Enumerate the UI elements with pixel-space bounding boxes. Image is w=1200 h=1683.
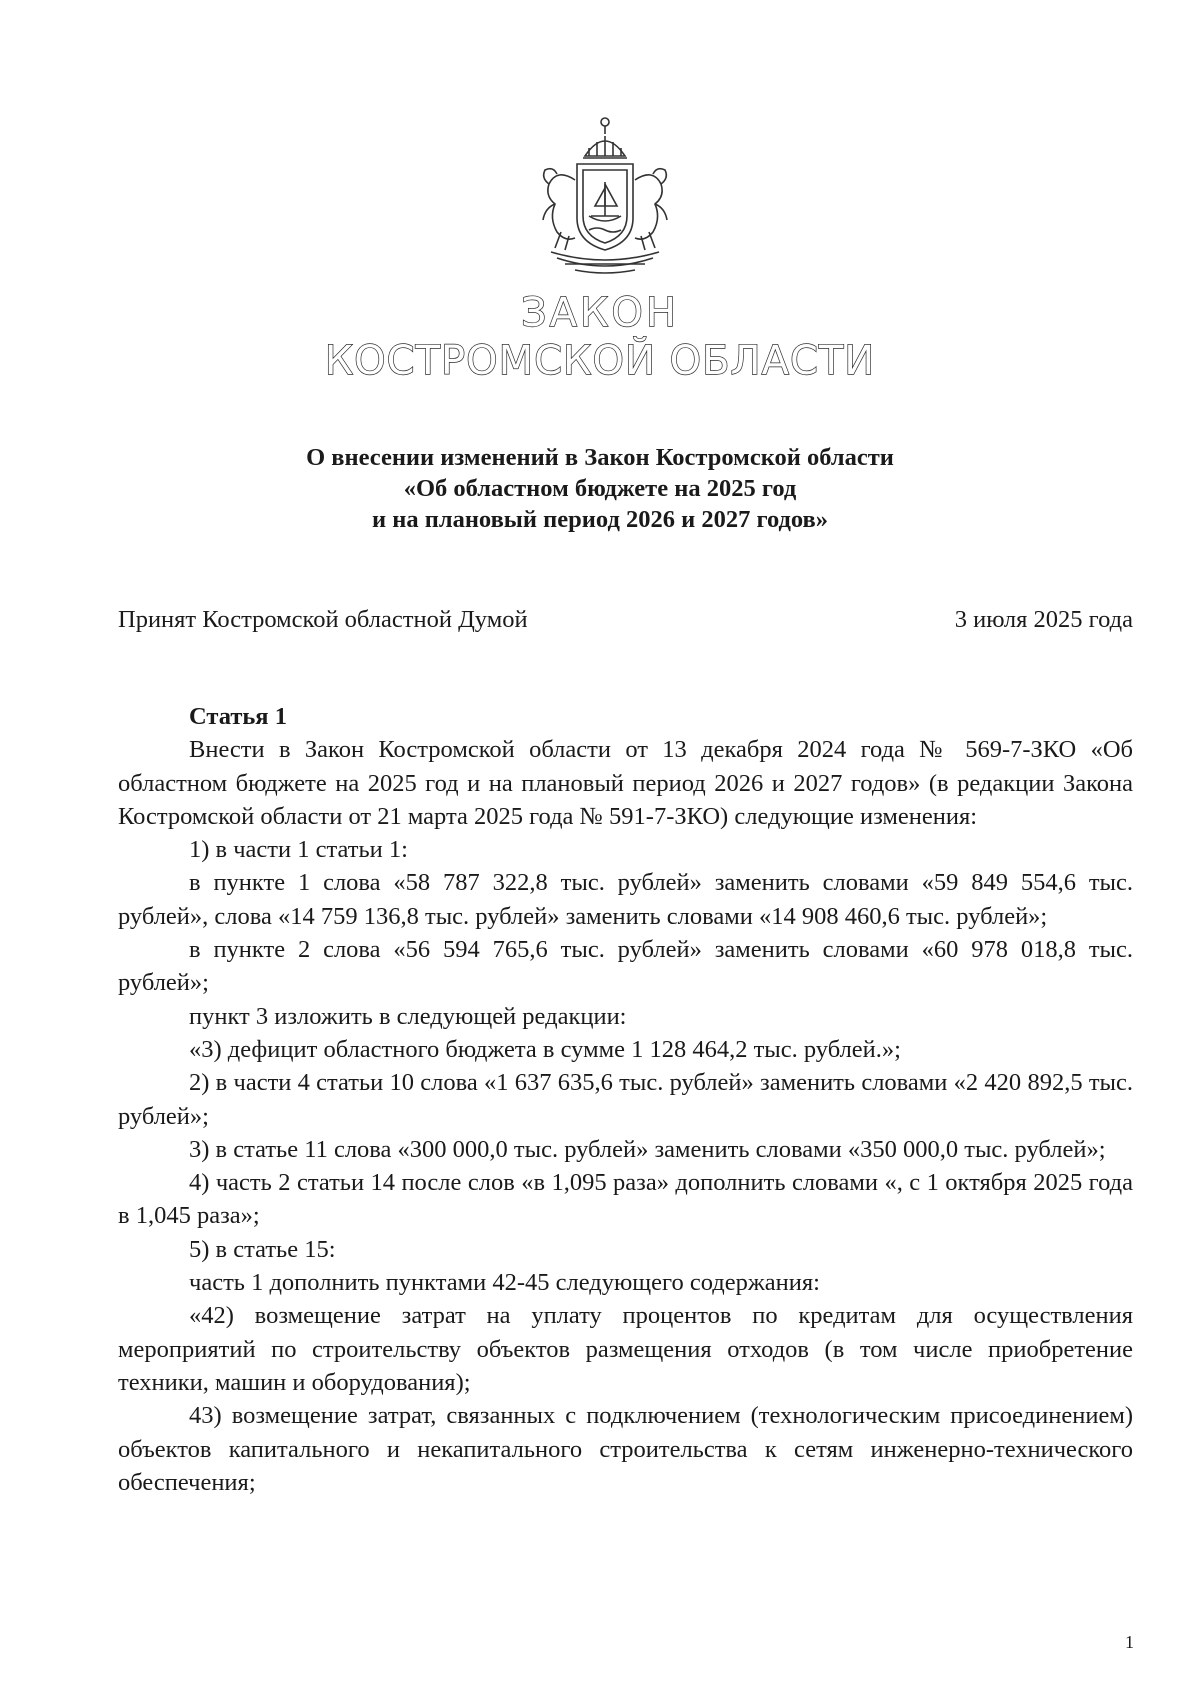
paragraph: 5) в статье 15:	[189, 1235, 336, 1263]
paragraph: в пункте 2 слова «56 594 765,6 тыс. рублей» заменить словами «60 978 018,8 тыс. рублей»;	[118, 936, 1133, 997]
paragraph: «42) возмещение затрат на уплату процентов по кредитам для осуществления мероприятий по строительству объектов размещения отходов (в том числе приобретение техники, машин и оборудования);	[118, 1302, 1133, 1396]
paragraph: 1) в части 1 статьи 1:	[189, 836, 408, 864]
paragraph: Внести в Закон Костромской области от 13 декабря 2024 года № 569-7-ЗКО «Об областном бюджете на 2025 год и на плановый период 2026 и 2027 годов» (в редакции Закона Костромской области от 21 марта 2025 года № 591-7-ЗКО) следующие изменения:	[118, 736, 1133, 830]
subject-line: О внесении изменений в Закон Костромской области	[306, 444, 894, 471]
paragraph: в пункте 1 слова «58 787 322,8 тыс. рублей» заменить словами «59 849 554,6 тыс. рублей», слова «14 759 136,8 тыс. рублей» заменить словами «14 908 460,6 тыс. рублей»;	[118, 869, 1133, 930]
paragraph: часть 1 дополнить пунктами 42-45 следующего содержания:	[189, 1269, 820, 1297]
law-title: ЗАКОН	[521, 290, 679, 336]
paragraph: 4) часть 2 статьи 14 после слов «в 1,095 раза» дополнить словами «, с 1 октября 2025 года в 1,045 раза»;	[118, 1169, 1133, 1230]
subject-line: «Об областном бюджете на 2025 год	[403, 475, 797, 502]
document-body	[118, 700, 1133, 1499]
subject-line: и на плановый период 2026 и 2027 годов»	[371, 506, 829, 533]
paragraph: 3) в статье 11 слова «300 000,0 тыс. рублей» заменить словами «350 000,0 тыс. рублей»;	[189, 1135, 1106, 1163]
coat-of-arms-icon	[505, 108, 705, 278]
paragraph: 2) в части 4 статьи 10 слова «1 637 635,6 тыс. рублей» заменить словами «2 420 892,5 тыс. рублей»;	[118, 1069, 1133, 1130]
law-subject	[0, 442, 1200, 535]
article-heading: Статья 1	[189, 703, 287, 730]
law-region-title: КОСТРОМСКОЙ ОБЛАСТИ	[324, 338, 876, 384]
adopted-date: 3 июля 2025 года	[954, 606, 1133, 633]
paragraph: пункт 3 изложить в следующей редакции:	[189, 1002, 627, 1030]
adopted-by: Принят Костромской областной Думой	[118, 606, 528, 633]
paragraph: 43) возмещение затрат, связанных с подключением (технологическим присоединением) объектов капитального и некапитального строительства к сетям инженерно-технического обеспечения;	[118, 1402, 1133, 1496]
page-number: 1	[1125, 1632, 1134, 1652]
paragraph: «3) дефицит областного бюджета в сумме 1 128 464,2 тыс. рублей.»;	[189, 1035, 901, 1063]
adoption-line	[118, 606, 1133, 634]
